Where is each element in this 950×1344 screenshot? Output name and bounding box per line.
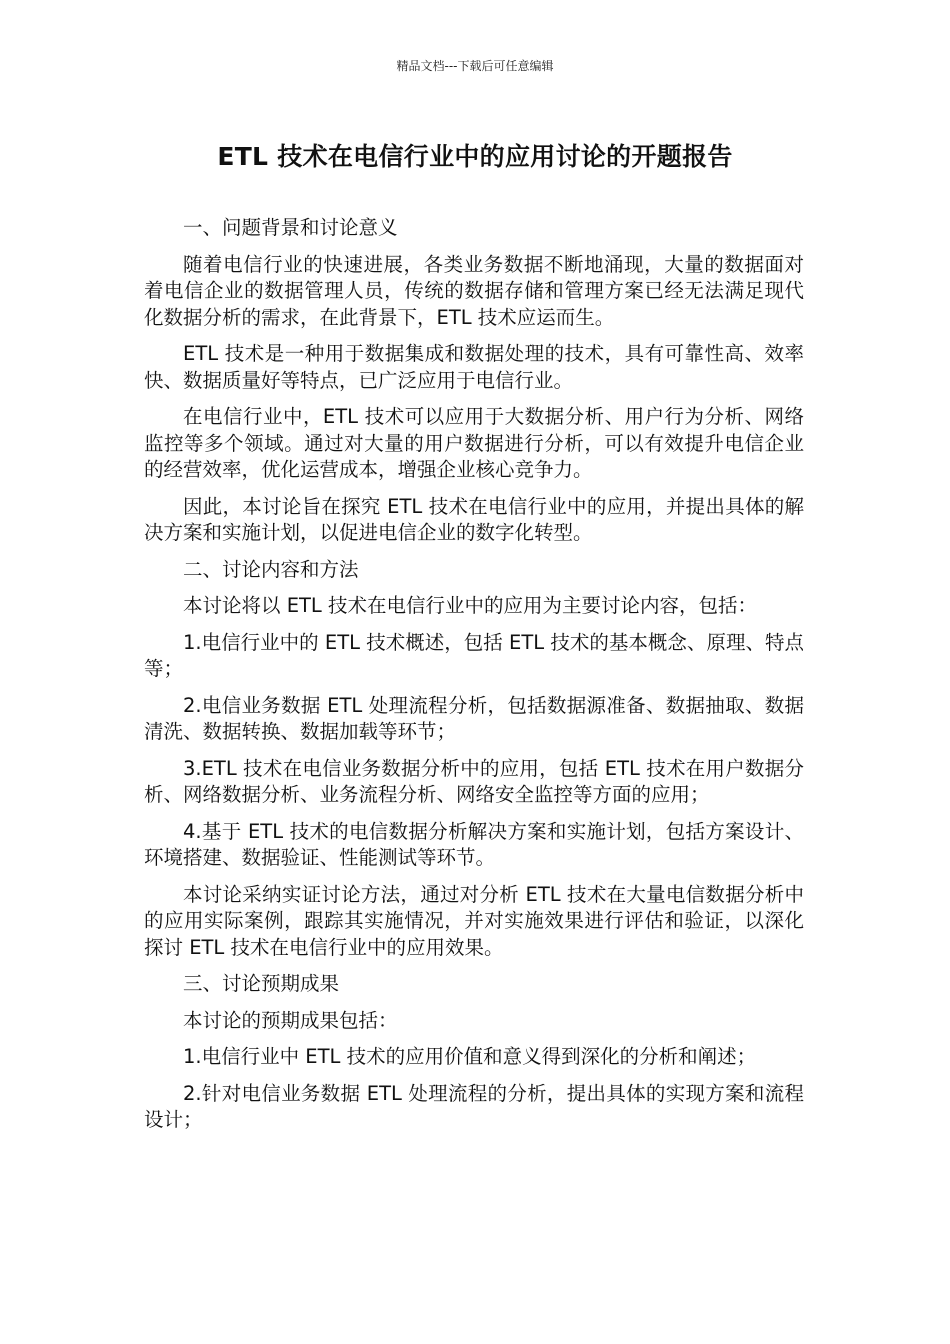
paragraph: 因此，本讨论旨在探究 ETL 技术在电信行业中的应用，并提出具体的解决方案和实施计划，以促进电信企业的数字化转型。	[144, 494, 804, 544]
section-heading-2: 二、讨论内容和方法	[183, 557, 359, 581]
section-heading-1: 一、问题背景和讨论意义	[183, 216, 398, 239]
list-item: 2.电信业务数据 ETL 处理流程分析，包括数据源准备、数据抽取、数据清洗、数据转换、数据加载等环节；	[144, 693, 804, 743]
paragraph: 本讨论将以 ETL 技术在电信行业中的应用为主要讨论内容，包括：	[183, 594, 757, 617]
list-item: 3.ETL 技术在电信业务数据分析中的应用，包括 ETL 技术在用户数据分析、网络数据分析、业务流程分析、网络安全监控等方面的应用；	[144, 756, 804, 806]
section-heading-3: 三、讨论预期成果	[183, 972, 340, 995]
document-body	[144, 215, 804, 1144]
paragraph: 本讨论采纳实证讨论方法，通过对分析 ETL 技术在大量电信数据分析中的应用实际案例，跟踪其实施情况，并对实施效果进行评估和验证，以深化探讨 ETL 技术在电信行业中的应用效果。	[144, 882, 804, 959]
paragraph: 在电信行业中，ETL 技术可以应用于大数据分析、用户行为分析、网络监控等多个领域。通过对大量的用户数据进行分析，可以有效提升电信企业的经营效率，优化运营成本，增强企业核心竞争力。	[144, 405, 804, 481]
list-item: 1.电信行业中 ETL 技术的应用价值和意义得到深化的分析和阐述；	[183, 1045, 757, 1068]
list-item: 4.基于 ETL 技术的电信数据分析解决方案和实施计划，包括方案设计、环境搭建、数据验证、性能测试等环节。	[144, 819, 804, 869]
document-title: ETL 技术在电信行业中的应用讨论的开题报告	[217, 142, 733, 171]
list-item: 2.针对电信业务数据 ETL 处理流程的分析，提出具体的实现方案和流程设计；	[144, 1081, 804, 1131]
list-item: 1.电信行业中的 ETL 技术概述，包括 ETL 技术的基本概念、原理、特点等；	[144, 630, 804, 680]
paragraph: ETL 技术是一种用于数据集成和数据处理的技术，具有可靠性高、效率快、数据质量好等特点，已广泛应用于电信行业。	[144, 342, 804, 392]
paragraph: 随着电信行业的快速进展，各类业务数据不断地涌现，大量的数据面对着电信企业的数据管理人员，传统的数据存储和管理方案已经无法满足现代化数据分析的需求，在此背景下，ETL 技术应运而生。	[144, 252, 804, 329]
page-header: 精品文档---下载后可任意编辑	[396, 59, 554, 73]
paragraph: 本讨论的预期成果包括：	[183, 1008, 398, 1032]
